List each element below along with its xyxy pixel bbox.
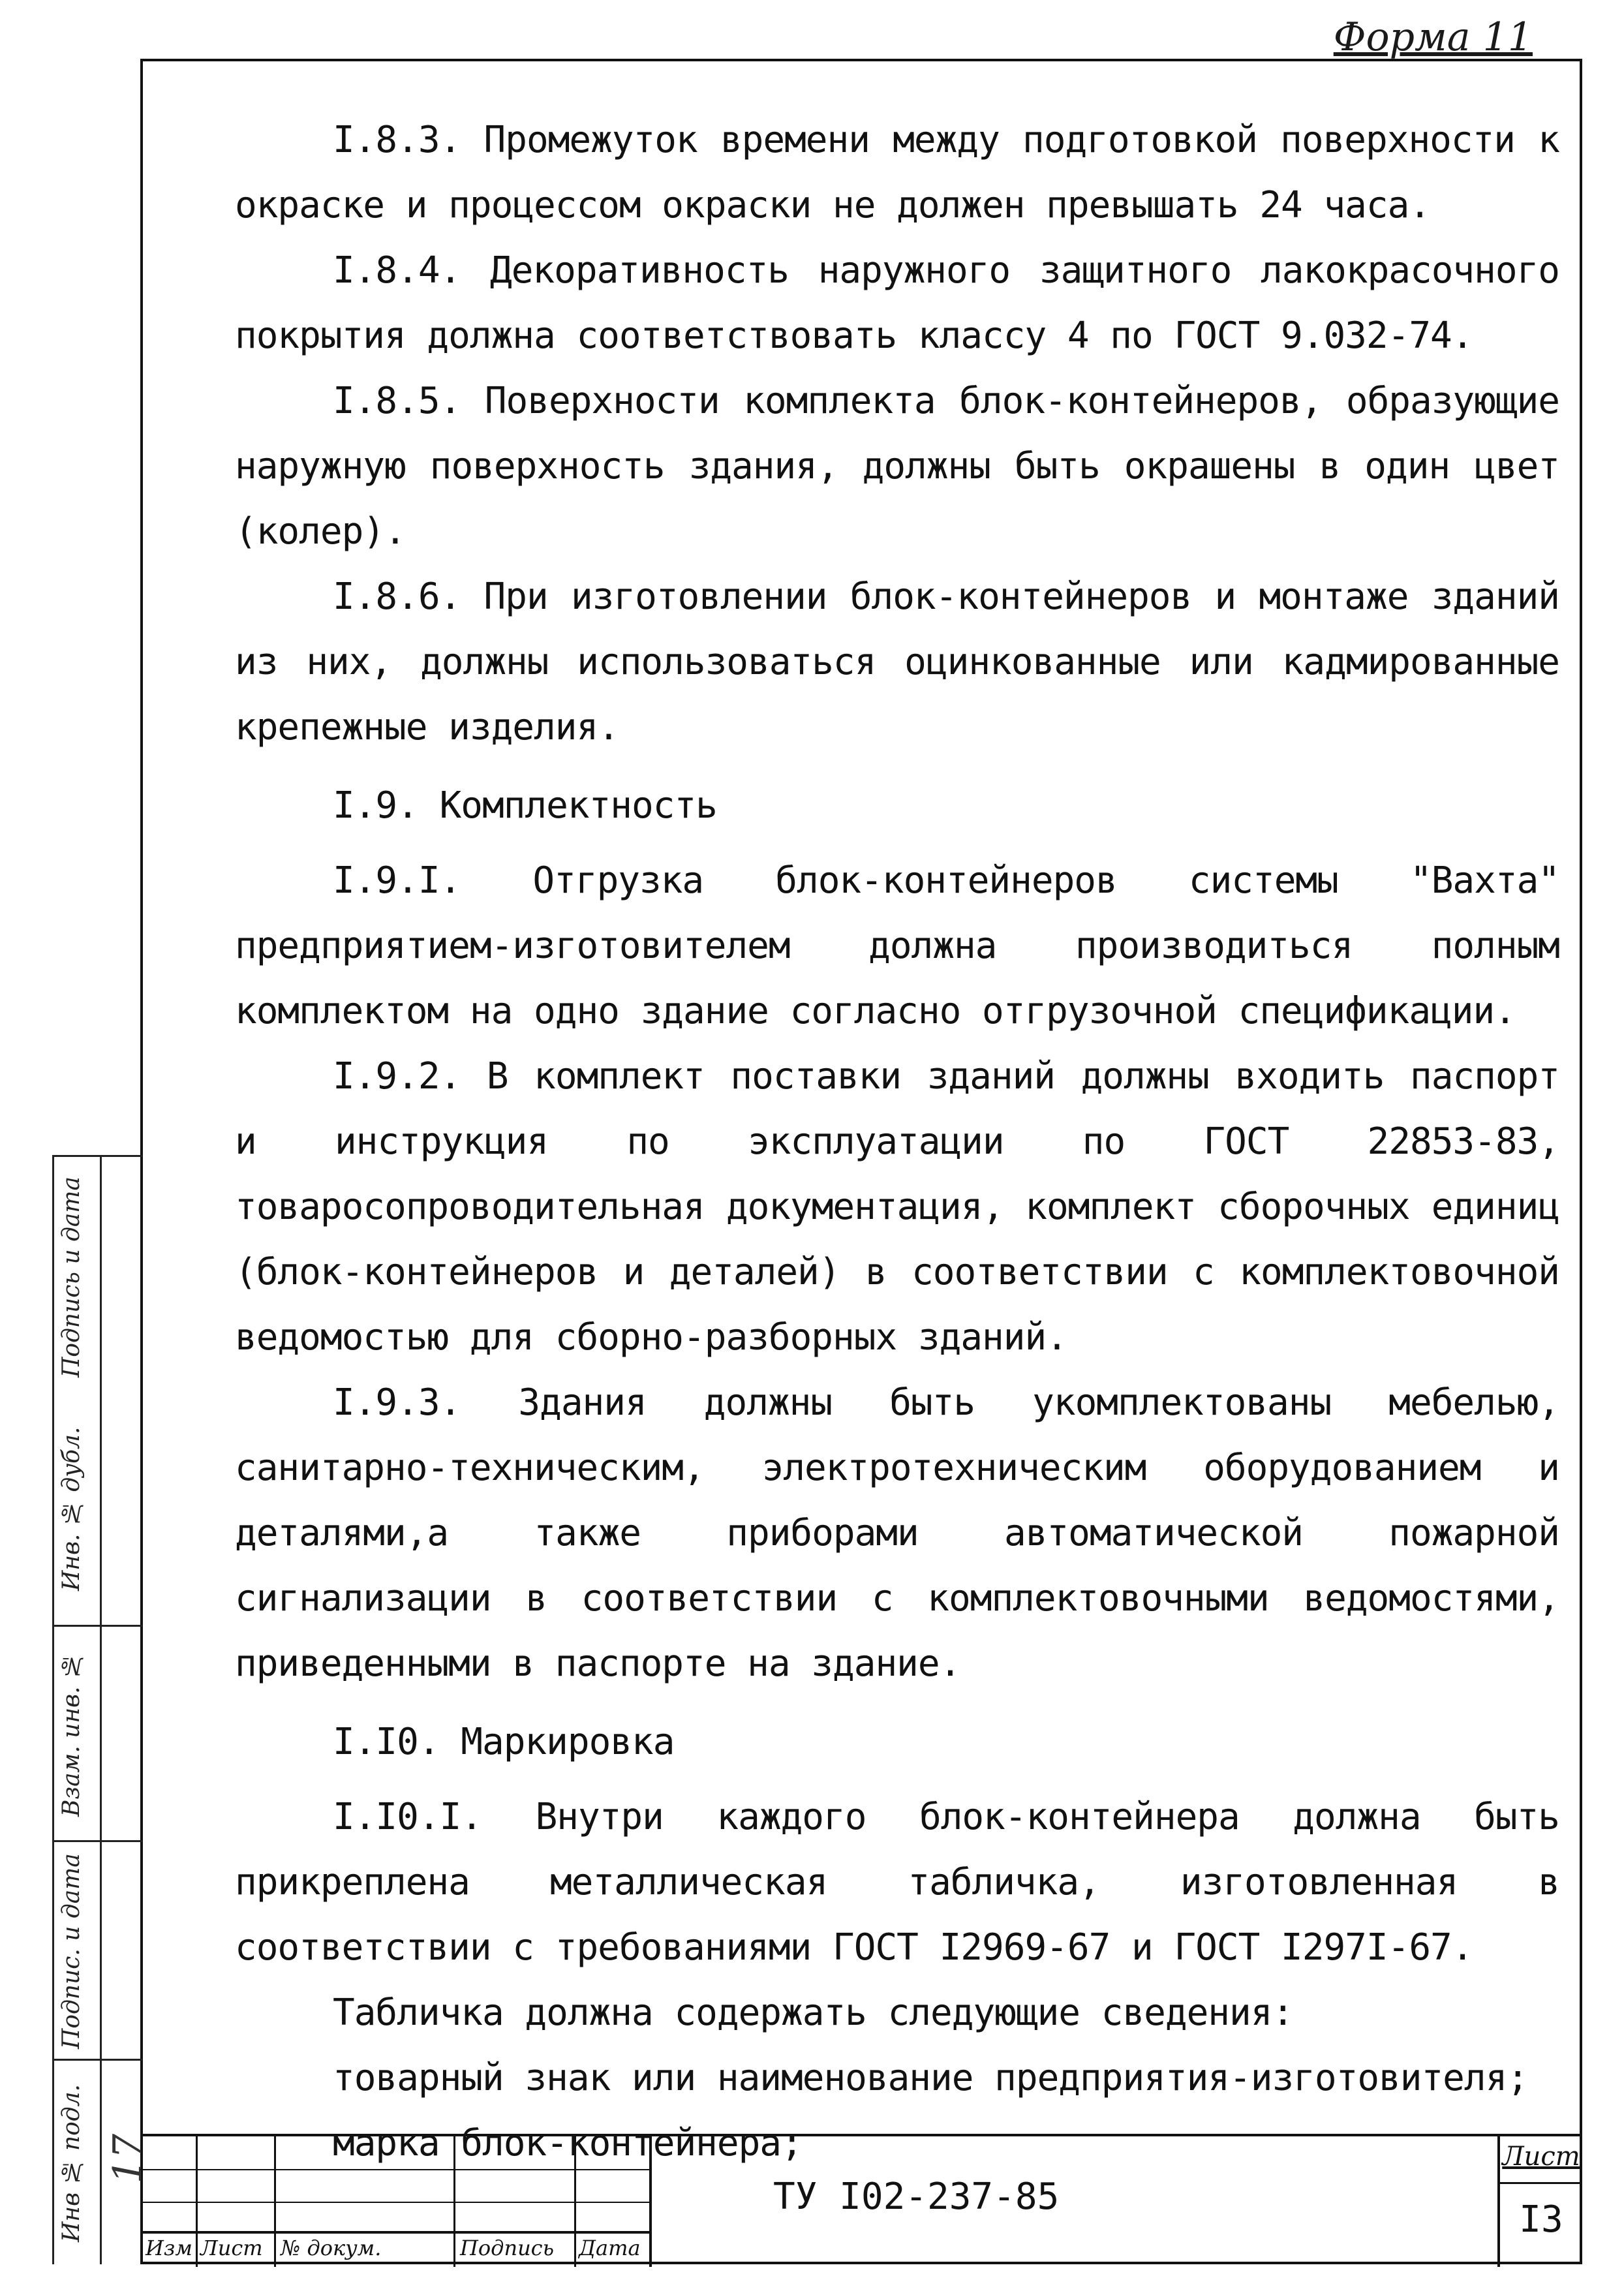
list-item: товарный знак или наименование предприятия-изготовителя;	[333, 2057, 1529, 2099]
sheet-number: I3	[1519, 2198, 1563, 2241]
stamp-label-inv-podl: Инв № подл.	[58, 2084, 85, 2242]
title-block	[140, 2134, 1582, 2264]
col-label-date: Дата	[579, 2236, 641, 2260]
sheet-label: Лист	[1502, 2142, 1580, 2172]
divider	[140, 2262, 1582, 2264]
stamp-label-podpis-data-2: Подпись и дата	[58, 1177, 85, 1378]
revision-grid	[140, 2136, 649, 2267]
paragraph-1-9-1: I.9.I. Отгрузка блок-контейнеров системы "Вахта" предприятием-изготовителем должна производиться полным комплектом на одно здание согласно отгрузочной спецификации.	[235, 859, 1559, 1032]
divider	[140, 2169, 649, 2170]
divider	[1500, 2182, 1582, 2184]
divider	[54, 1625, 142, 1627]
col-label-izm: Изм	[146, 2236, 192, 2260]
stamp-label-podpis-data: Подпис. и дата	[58, 1853, 85, 2049]
document-code: ТУ I02-237-85	[773, 2176, 1060, 2218]
section-heading-1-10: I.I0. Маркировка	[333, 1721, 675, 1763]
divider	[140, 2231, 649, 2234]
paragraph-1-10-1: I.I0.I. Внутри каждого блок-контейнера должна быть прикреплена металлическая табличка, изготовленная в соответствии с требованиями ГОСТ I2969-67 и ГОСТ I297I-67.	[235, 1796, 1559, 1969]
col-label-signature: Подпись	[460, 2236, 555, 2260]
col-label-doc-number: № докум.	[281, 2236, 382, 2260]
divider	[196, 2136, 198, 2267]
paragraph-1-8-5: I.8.5. Поверхности комплекта блок-контейнеров, образующие наружную поверхность здания, должны быть окрашены в один цвет (колер).	[235, 380, 1559, 553]
margin-stamp	[52, 1155, 151, 2264]
paragraph-1-8-4: I.8.4. Декоративность наружного защитного лакокрасочного покрытия должна соответствовать классу 4 по ГОСТ 9.032-74.	[235, 249, 1559, 357]
divider	[54, 1155, 142, 1157]
divider	[574, 2136, 576, 2267]
list-item: марка блок-контейнера;	[333, 2122, 803, 2164]
paragraph-1-8-3: I.8.3. Промежуток времени между подготовкой поверхности к окраске и процессом окраски не должен превышать 24 часа.	[235, 119, 1559, 226]
sheet-box	[1497, 2136, 1582, 2267]
paragraph-1-9-2: I.9.2. В комплект поставки зданий должны входить паспорт и инструкция по эксплуатации по ГОСТ 22853-83, товаросопроводительная документация, комплект сборочных единиц (блок-контейнеров и деталей) в соответствии с комплектовочной ведомостью для сборно-разборных зданий.	[235, 1055, 1559, 1359]
stamp-label-inv-dubl: Инв. № дубл.	[58, 1426, 85, 1592]
divider	[274, 2136, 276, 2267]
document-body	[235, 108, 1559, 2176]
stamp-signature: 17	[105, 2134, 151, 2184]
list-intro: Табличка должна содержать следующие сведения:	[333, 1992, 1294, 2034]
section-heading-1-9: I.9. Комплектность	[333, 784, 717, 827]
paragraph-1-8-6: I.8.6. При изготовлении блок-контейнеров и монтаже зданий из них, должны использоваться оцинкованные или кадмированные крепежные изделия.	[235, 576, 1559, 748]
divider	[140, 2202, 649, 2203]
divider	[54, 1840, 142, 1842]
divider	[54, 2059, 142, 2061]
form-label: Форма 11	[1333, 14, 1533, 60]
paragraph-1-9-3: I.9.3. Здания должны быть укомплектованы мебелью, санитарно-техническим, электротехническим оборудованием и деталями,а также приборами автоматической пожарной сигнализации в соответствии с комплектовочными ведомостями, приведенными в паспорте на здание.	[235, 1381, 1559, 1685]
divider	[649, 2136, 652, 2267]
stamp-label-vzam-inv: Взам. инв. №	[58, 1652, 85, 1817]
col-label-list: Лист	[200, 2236, 263, 2260]
divider	[453, 2136, 455, 2267]
